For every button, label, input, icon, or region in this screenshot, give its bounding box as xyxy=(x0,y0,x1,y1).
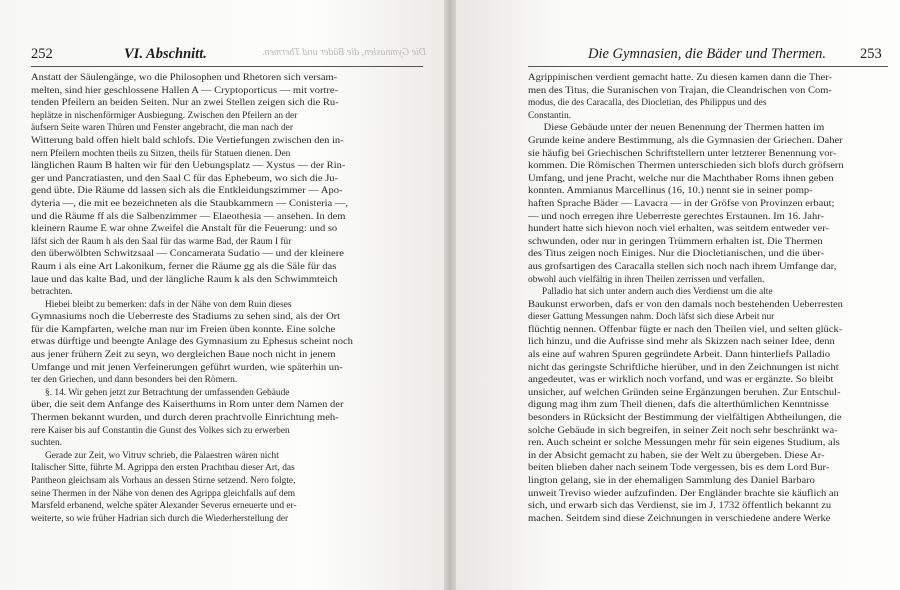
text-line: länglichen Raum B halten wir für den Uebungsplatz — Xystus — der Rin- xyxy=(31,161,346,172)
text-line: laue und das kalte Bad, und der längliche Raum k als den Schwimmteich xyxy=(31,274,338,285)
left-page xyxy=(0,0,444,590)
left-body-text xyxy=(31,72,416,525)
text-line: Marsfeld erbanend, welche später Alexander Severus erneuerte und er- xyxy=(31,501,297,512)
text-line: Witterung bald offen hielt bald schlofs. Die Vertiefungen zwischen den in- xyxy=(31,135,344,146)
left-page-header xyxy=(0,46,444,66)
book-gutter xyxy=(444,0,456,590)
text-line: kleinern Raume E war ohne Zweifel die Anstalt für die Feuerung: und so xyxy=(31,224,338,235)
text-line: besonders in Rücksicht der Bestimmung der vielfältigen Abtheilungen, die xyxy=(528,413,842,424)
text-line: Baukunst erworben, dafs er von den damals noch bestehenden Ueberresten xyxy=(528,299,843,310)
text-line: Pantheon gleichsam als Vorhaus an dessen Stirne setzend. Nero folgte, xyxy=(31,476,296,486)
right-header-rule xyxy=(528,66,888,67)
text-line: ger und Pancratiasten, und den Saal C für das Ephebeum, wo sich die Ju- xyxy=(31,173,339,184)
text-line: hundert hatte sich hievon noch viel erhalten, was seitdem entweder ver- xyxy=(528,224,829,235)
text-line: Raum i als eine Art Lakonikum, ferner die Räume gg als die Säle für das xyxy=(31,261,337,272)
text-line: Anstatt der Säulengänge, wo die Philosophen und Rhetoren sich versam- xyxy=(31,73,338,83)
text-line: etwas dürftige und beengte Anlage des Gymnasium zu Ephesus scheint noch xyxy=(31,337,353,348)
text-line: Grunde keine andere Bestimmung, als die Gymnasien der Griechen. Daher xyxy=(528,135,843,146)
text-line: Italischer Sitte, führte M. Agrippa den ersten Prachtbau dieser Art, das xyxy=(31,463,295,474)
text-line: ter den Griechen, und dann besonders bei den Römern. xyxy=(31,375,238,386)
text-line: Gerade zur Zeit, wo Vitruv schrieb, die Palaestren wären nicht xyxy=(45,450,279,461)
text-line: Palladio hat sich unter andern auch dies Verdienst um die alte xyxy=(542,287,773,298)
text-line: suchten. xyxy=(31,438,62,449)
text-line: seine Thermen in der Nähe von denen des Agrippa gleichfalls auf dem xyxy=(31,488,296,499)
text-line: aus grofsartigen des Caracalla stellen sich noch nach ihrem Umfange dar, xyxy=(528,261,837,272)
text-line: Gymnasiums noch die Ueberreste des Stadiums zu sehen sind, als der Ort xyxy=(31,312,341,323)
text-line: — und noch erregen ihre Ueberreste gerechtes Erstaunen. Im 16. Jahr- xyxy=(528,211,825,222)
text-line: §. 14. Wir gehen jetzt zur Betrachtung der umfassenden Gebäude xyxy=(45,387,290,398)
text-line: den überwölbten Schwitzsaal — Concamerata Sudatio — und der kleinere xyxy=(31,249,344,260)
text-line: läfst sich der Raum h als den Saal für das warme Bad, der Raum I für xyxy=(31,236,292,247)
right-page xyxy=(456,0,900,590)
text-line: melten, sind hier geschlossene Hallen A — Cryptoporticus — mit vortre- xyxy=(31,85,339,96)
text-line: haften Sprache Bäder — Lavacra — in der Gröfse von Provinzen erbaut; xyxy=(528,198,835,209)
text-line: digung mag ihm zum Theil dienen, dafs die alterthümlichen Kenntnisse xyxy=(528,400,829,411)
text-line: beiten blieben daher nach seinem Tode vergessen, bis es dem Lord Bur- xyxy=(528,463,830,474)
text-line: schwunden, oder nur in geringen Trümmern erhalten ist. Die Thermen xyxy=(528,236,823,247)
text-line: Agrippinischen verdient gemacht hatte. Zu diesen kamen dann die Ther- xyxy=(528,73,832,83)
text-line: obwohl auch vielfältig in ihren Theilen zerrissen und verfallen. xyxy=(528,274,765,285)
text-line: Diese Gebäude unter der neuen Benennung der Thermen hatten im xyxy=(543,123,825,134)
text-line: und die Räume ff als die Salbenzimmer — Elaeothesia — ansehen. In dem xyxy=(31,211,346,222)
text-line: nicht das geringste Schriftliche hierüber, und in den Zeichnungen ist nicht xyxy=(528,362,839,373)
text-line: heplätze in nischenförmiger Ausbiegung. Zwischen den Pfeilern an der xyxy=(31,110,298,121)
text-line: weiterte, so wie früher Hadrian sich durch die Wiederherstellung der xyxy=(31,513,289,524)
left-header-rule xyxy=(31,66,423,67)
text-line: Hiebei bleibt zu bemerken: dafs in der Nähe von dem Ruin dieses xyxy=(45,299,292,310)
text-line: konnten. Ammianus Marcellinus (16, 10.) nennt sie in seiner pomp- xyxy=(528,186,813,197)
text-line: lich hinzu, und die Aufrisse sind mehr als Skizzen nach seiner Idee, denn xyxy=(528,337,835,348)
text-line: äufsern Seite waren Thüren und Fenster angebracht, die man nach der xyxy=(31,123,293,134)
text-line: flüchtig nennen. Offenbar fügte er nach den Theilen viel, und selten glück- xyxy=(528,324,843,335)
text-line: sie häufig bei Griechischen Schriftstellern unter letzterer Benennung vor- xyxy=(528,148,837,159)
text-line: unweit Treviso wieder aufzufinden. Der Engländer brachte sie käuflich an xyxy=(528,488,839,499)
text-line: des Titus zeigen noch Einiges. Nur die Diocletianischen, und die über- xyxy=(528,249,825,260)
right-body-text xyxy=(528,72,884,525)
text-line: nern Pfeilern mochten theils zu Sitzen, theils für Statuen dienen. Den xyxy=(31,148,291,159)
text-line: men des Titus, die Suranischen von Trajan, die Cleandrischen von Com- xyxy=(528,85,832,96)
text-line: als eine auf wahren Spuren gegründete Arbeit. Dann hinterliefs Palladio xyxy=(528,350,831,361)
text-line: dieser Gattung Messungen nahm. Doch läfst sich diese Arbeit nur xyxy=(528,312,775,323)
text-line: kommen. Die Römischen Thermen unterschieden sich blofs durch gröfsern xyxy=(528,161,844,172)
text-line: betrachten. xyxy=(31,287,73,298)
text-line: für die Kampfarten, welche man nur im Freien üben konnte. Eine solche xyxy=(31,324,336,335)
text-line: gend übte. Die Räume dd lassen sich als die Entkleidungszimmer — Apo- xyxy=(31,186,343,197)
text-line: über, die seit dem Anfange des Kaiserthums in Rom unter dem Namen der xyxy=(31,400,344,411)
show-through-text: Die Gymnasien, die Bäder und Thermen. xyxy=(262,47,427,58)
text-line: ren. Auch scheint er solche Messungen mehr für sein eigenes Studium, als xyxy=(528,438,840,449)
text-line: Constantin. xyxy=(528,110,571,121)
left-page-number: 252 xyxy=(31,46,53,62)
text-line: dyteria —, die mit ee bezeichneten als die Staubkammern — Conisteria —, xyxy=(31,198,348,209)
text-line: solche Gebäude in sich begreifen, in seiner Zeit noch sehr beschränkt wa- xyxy=(528,425,838,436)
text-line: lington gelang, sie in der ehemaligen Sammlung des Daniel Barbaro xyxy=(528,476,815,486)
text-line: Thermen bekannt wurden, und durch deren prachtvolle Einrichtung meh- xyxy=(31,413,339,424)
right-running-head: Die Gymnasien, die Bäder und Thermen. xyxy=(588,46,826,62)
text-line: modus, die des Caracalla, des Diocletian, des Philippus und des xyxy=(528,98,767,109)
right-page-header xyxy=(456,46,900,66)
text-line: tenden Pfeilern an beiden Seiten. Nur an zwei Stellen zeigen sich die Ru- xyxy=(31,98,339,109)
text-line: angedeutet, was er wirklich noch vorfand, und was er ergänzte. So bleibt xyxy=(528,375,834,386)
text-line: aus jener frühern Zeit zu seyn, wo dergleichen Baue noch nicht in jenem xyxy=(31,350,336,361)
text-line: machen. Seitdem sind diese Zeichnungen in verschiedene andere Werke xyxy=(528,513,831,524)
text-line: sich, und erwarb sich das Verdienst, sie im J. 1732 öffentlich bekannt zu xyxy=(528,501,832,512)
left-running-head: VI. Abschnitt. xyxy=(124,46,207,62)
text-line: rere Kaiser bis auf Constantin die Gunst des Volkes sich zu erwerben xyxy=(31,425,290,436)
text-line: Umfange und mit jenen Verfeinerungen geführt wurden, wie späterhin un- xyxy=(31,362,343,373)
text-line: in der Absicht gemacht zu haben, sie der Welt zu übergeben. Diese Ar- xyxy=(528,450,825,461)
text-line: unsicher, auf welchen Gründen seine Ergänzungen beruhen. Zur Entschul- xyxy=(528,387,841,398)
text-line: Umfang, und jene Pracht, welche nur die Machthaber Roms ihnen geben xyxy=(528,173,834,184)
right-page-number: 253 xyxy=(860,46,882,62)
